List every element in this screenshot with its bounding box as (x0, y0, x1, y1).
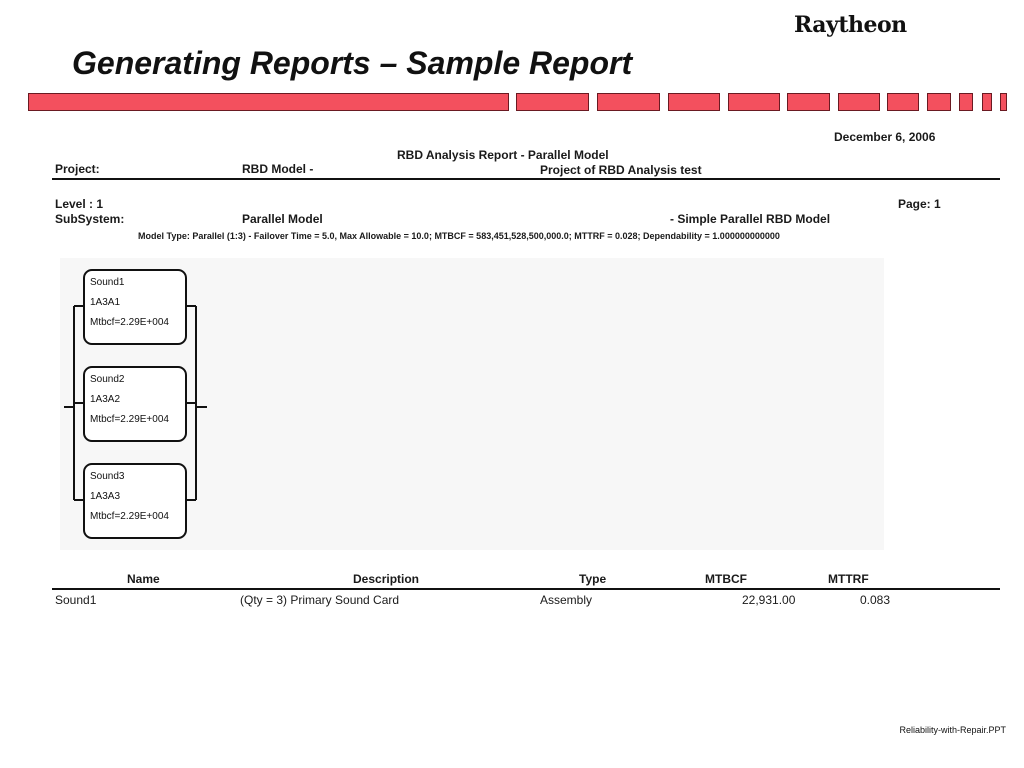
raytheon-logo: Raytheon (794, 12, 907, 38)
project-label: Project: (55, 162, 100, 176)
level-label: Level : 1 (55, 197, 104, 211)
block-mtbcf: Mtbcf=2.29E+004 (90, 511, 169, 522)
rbd-block-sound1[interactable] (83, 269, 187, 345)
footer-filename: Reliability-with-Repair.PPT (899, 725, 1006, 735)
cell-description: (Qty = 3) Primary Sound Card (240, 593, 400, 607)
block-id: 1A3A3 (90, 491, 121, 502)
project-description: Project of RBD Analysis test (540, 163, 702, 177)
cell-type: Assembly (540, 593, 593, 607)
block-mtbcf: Mtbcf=2.29E+004 (90, 317, 169, 328)
block-id: 1A3A1 (90, 297, 121, 308)
model-type-line: Model Type: Parallel (1:3) - Failover Time = 5.0, Max Allowable = 10.0; MTBCF = 583,451,528,500,000.0; MTTRF = 0.028; Dependability = 1.000000000000 (138, 231, 780, 241)
column-header-mttrf: MTTRF (828, 572, 869, 586)
project-value: RBD Model - (242, 162, 314, 176)
cell-mttrf: 0.083 (860, 593, 891, 607)
report-title: RBD Analysis Report - Parallel Model (397, 148, 609, 162)
rbd-block-sound3[interactable] (83, 463, 187, 539)
block-name: Sound2 (90, 374, 125, 385)
block-name: Sound1 (90, 277, 125, 288)
table-rule (52, 588, 1000, 590)
page-number: Page: 1 (898, 197, 941, 211)
report-date: December 6, 2006 (834, 130, 936, 144)
cell-name: Sound1 (55, 593, 97, 607)
subsystem-value: Parallel Model (242, 212, 323, 226)
column-header-description: Description (353, 572, 420, 586)
block-name: Sound3 (90, 471, 125, 482)
subsystem-label: SubSystem: (55, 212, 125, 226)
subsystem-description: - Simple Parallel RBD Model (670, 212, 831, 226)
block-id: 1A3A2 (90, 394, 121, 405)
cell-mtbcf: 22,931.00 (742, 593, 796, 607)
column-header-type: Type (579, 572, 607, 586)
column-header-mtbcf: MTBCF (705, 572, 747, 586)
slide-title: Generating Reports – Sample Report (72, 45, 633, 81)
block-mtbcf: Mtbcf=2.29E+004 (90, 414, 169, 425)
column-header-name: Name (127, 572, 160, 586)
rbd-block-sound2[interactable] (83, 366, 187, 442)
